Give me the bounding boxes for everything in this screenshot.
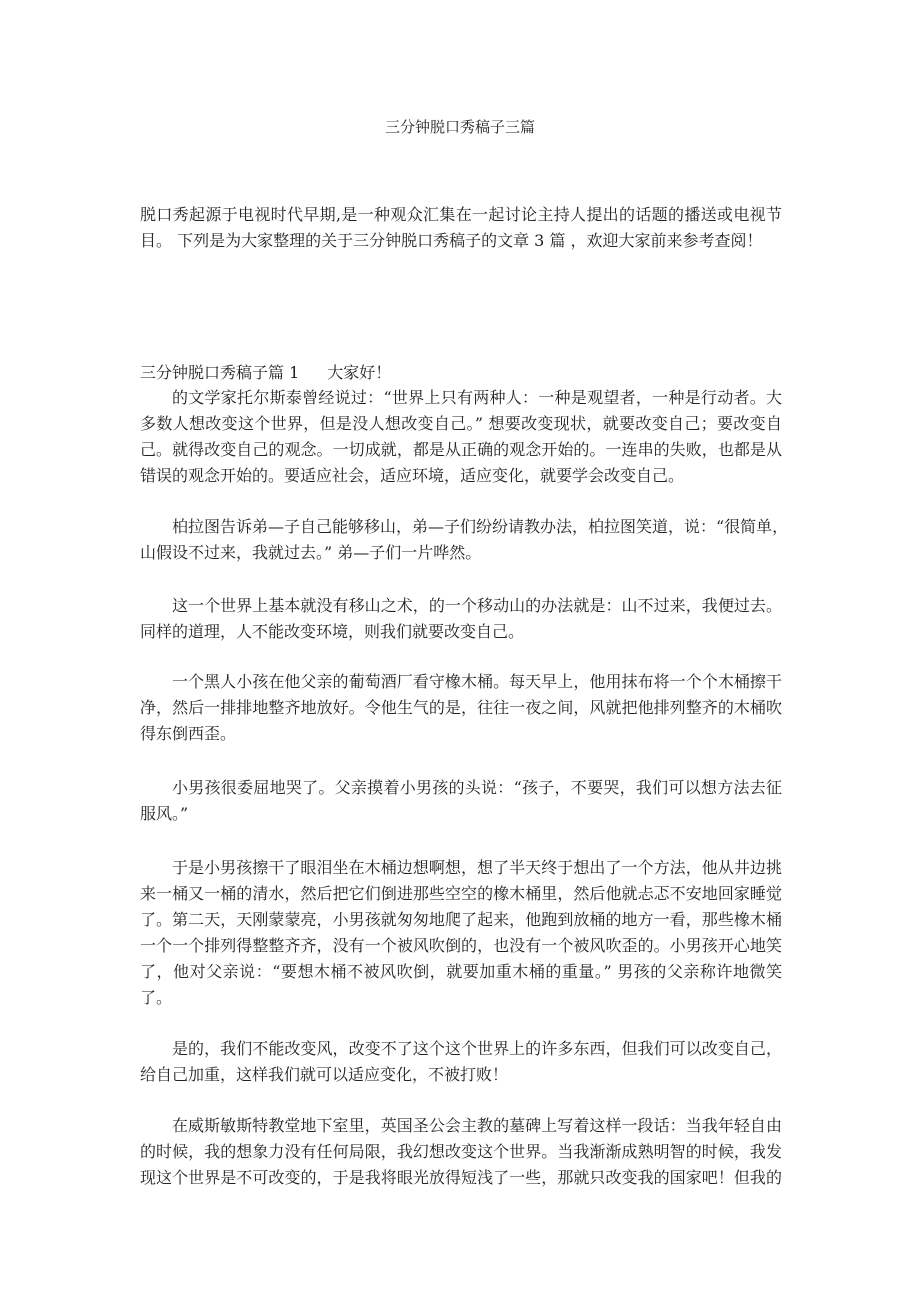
text-line: 多数人想改变这个世界，但是没人想改变自己。” 想要改变现状，就要改变自己；要改变自 [140, 414, 782, 433]
text-line: 了，他对父亲说：“要想木桶不被风吹倒，就要加重木桶的重量。” 男孩的父亲称许地微笑 [140, 962, 782, 981]
text-line: 服风。” [140, 804, 189, 823]
text-line: 了。第二天，天刚蒙蒙亮，小男孩就匆匆地爬了起来，他跑到放桶的地方一看，那些橡木桶 [140, 910, 782, 929]
text-line: 柏拉图告诉弟—子自己能够移山，弟—子们纷纷请教办法，柏拉图笑道，说：“很简单， [172, 517, 789, 536]
text-line: 来一桶又一桶的清水，然后把它们倒进那些空空的橡木桶里，然后他就忐忑不安地回家睡觉 [140, 884, 782, 903]
greeting-text: 大家好！ [327, 363, 392, 382]
body-paragraph [140, 385, 782, 489]
body-paragraph [140, 775, 782, 827]
text-line: 的文学家托尔斯泰曾经说过：“世界上只有两种人：一种是观望者，一种是行动者。大 [172, 388, 782, 407]
text-line: 这一个世界上基本就没有移山之术，的一个移动山的办法就是：山不过来，我便过去。 [172, 596, 782, 615]
text-line: 是的，我们不能改变风，改变不了这个这个世界上的许多东西，但我们可以改变自己， [172, 1039, 782, 1058]
text-line: 了。 [140, 988, 173, 1007]
text-line: 得东倒西歪。 [140, 724, 237, 743]
text-line: 脱口秀起源于电视时代早期,是一种观众汇集在一起讨论主持人提出的话题的播送或电视节 [140, 205, 782, 224]
text-line: 错误的观念开始的。要适应社会，适应环境，适应变化，就要学会改变自己。 [140, 466, 685, 485]
body-paragraph [140, 1113, 782, 1191]
text-line: 现这个世界是不可改变的，于是我将眼光放得短浅了一些，那就只改变我的国家吧！但我的 [140, 1168, 782, 1187]
text-line: 同样的道理，人不能改变环境，则我们就要改变自己。 [140, 622, 525, 641]
text-line: 一个黑人小孩在他父亲的葡萄酒厂看守橡木桶。每天早上，他用抹布将一个个木桶擦干 [172, 672, 782, 691]
text-line: 目。 下列是为大家整理的关于三分钟脱口秀稿子的文章 3 篇 ，欢迎大家前来参考查阅！ [140, 231, 763, 250]
body-paragraph [140, 855, 782, 1011]
section-heading [140, 360, 391, 386]
text-line: 一个一个排列得整整齐齐，没有一个被风吹倒的，也没有一个被风吹歪的。小男孩开心地笑 [140, 936, 782, 955]
text-line: 于是小男孩擦干了眼泪坐在木桶边想啊想，想了半天终于想出了一个方法，他从井边挑 [172, 858, 782, 877]
intro-paragraph [140, 202, 782, 254]
body-paragraph [140, 669, 782, 747]
text-line: 给自己加重，这样我们就可以适应变化，不被打败！ [140, 1065, 509, 1084]
document-title: 三分钟脱口秀稿子三篇 [384, 118, 535, 136]
text-line: 净，然后一排排地整齐地放好。令他生气的是，往往一夜之间，风就把他排列整齐的木桶吹 [140, 698, 782, 717]
body-paragraph [140, 514, 789, 566]
section-heading-text: 三分钟脱口秀稿子篇 1 [140, 363, 300, 382]
text-line: 山假设不过来，我就过去。” 弟—子们一片哗然。 [140, 543, 482, 562]
text-line: 的时候，我的想象力没有任何局限，我幻想改变这个世界。当我渐渐成熟明智的时候，我发 [140, 1142, 782, 1161]
body-paragraph [140, 1036, 782, 1088]
text-line: 己。就得改变自己的观念。一切成就，都是从正确的观念开始的。一连串的失败，也都是从 [140, 440, 782, 459]
body-paragraph [140, 593, 782, 645]
text-line: 小男孩很委屈地哭了。父亲摸着小男孩的头说：“孩子，不要哭，我们可以想方法去征 [172, 778, 782, 797]
text-line: 在威斯敏斯特教堂地下室里，英国圣公会主教的墓碑上写着这样一段话：当我年轻自由 [172, 1116, 782, 1135]
